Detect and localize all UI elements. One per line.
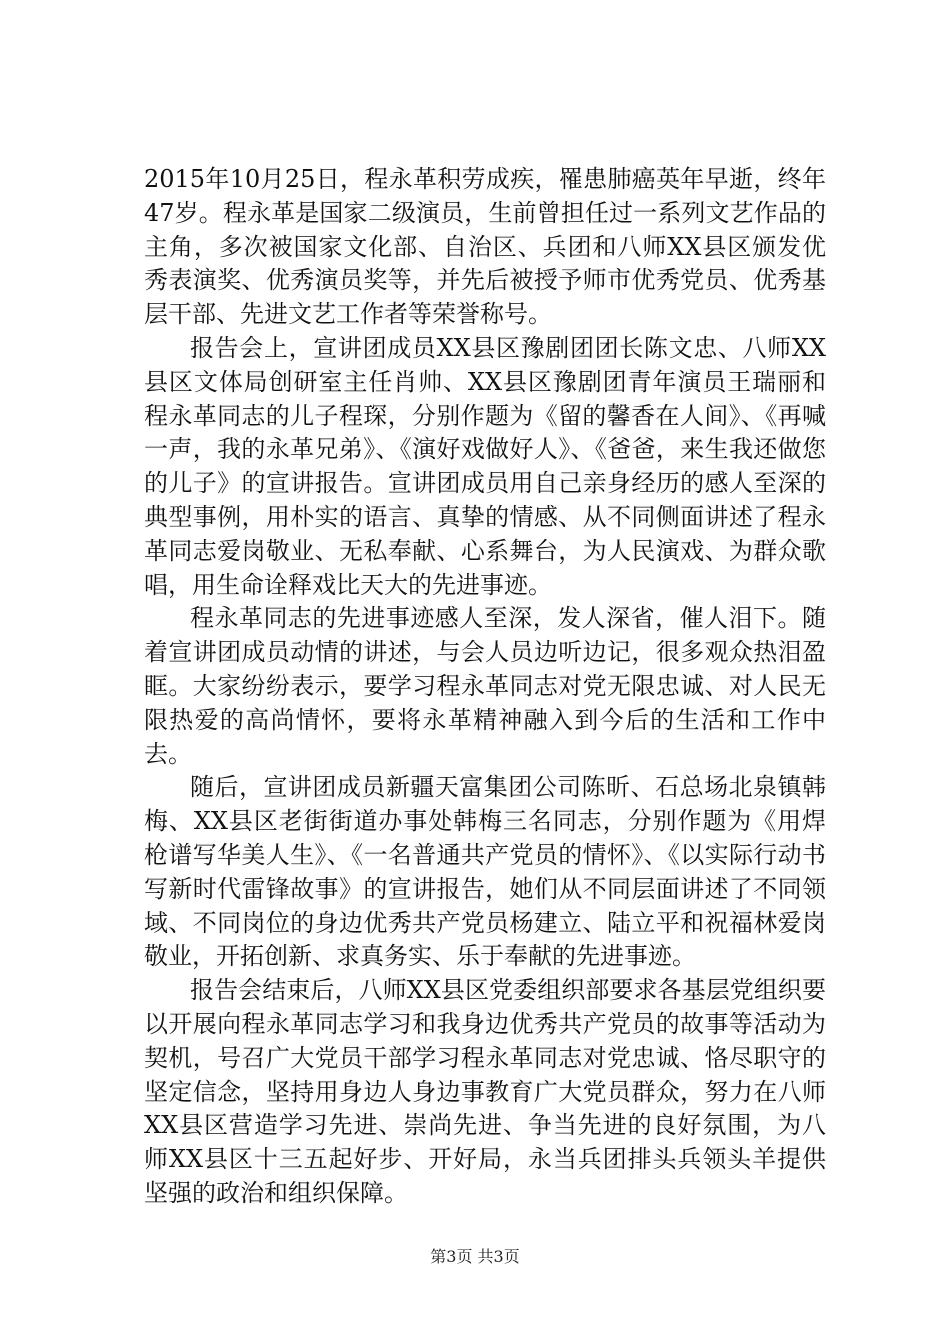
paragraph-2: 报告会上，宣讲团成员XX县区豫剧团团长陈文忠、八师XX县区文体局创研室主任肖帅、XX县区豫剧团青年演员王瑞丽和程永革同志的儿子程琛，分别作题为《留的馨香在人间》、《再喊一声，我的永革兄弟》、《演好戏做好人》、《爸爸，来生我还做您的儿子》的宣讲报告。宣讲团成员用自己亲身经历的感人至深的典型事例，用朴实的语言、真挚的情感、从不同侧面讲述了程永革同志爱岗敬业、无私奉献、心系舞台，为人民演戏、为群众歌唱，用生命诠释戏比天大的先进事迹。 (144, 333, 826, 599)
document-body (144, 163, 826, 1211)
paragraph-1: 2015年10月25日，程永革积劳成疾，罹患肺癌英年早逝，终年47岁。程永革是国家二级演员，生前曾担任过一系列文艺作品的主角，多次被国家文化部、自治区、兵团和八师XX县区颁发优秀表演奖、优秀演员奖等，并先后被授予师市优秀党员、优秀基层干部、先进文艺工作者等荣誉称号。 (144, 165, 826, 329)
page-footer: 第3页 共3页 (430, 1247, 520, 1266)
paragraph-3: 程永革同志的先进事迹感人至深，发人深省，催人泪下。随着宣讲团成员动情的讲述，与会人员边听边记，很多观众热泪盈眶。大家纷纷表示，要学习程永革同志对党无限忠诚、对人民无限热爱的高尚情怀，要将永革精神融入到今后的生活和工作中去。 (144, 604, 826, 768)
paragraph-4: 随后，宣讲团成员新疆天富集团公司陈昕、石总场北泉镇韩梅、XX县区老街街道办事处韩梅三名同志，分别作题为《用焊枪谱写华美人生》、《一名普通共产党员的情怀》、《以实际行动书写新时代雷锋故事》的宣讲报告，她们从不同层面讲述了不同领域、不同岗位的身边优秀共产党员杨建立、陆立平和祝福林爱岗敬业，开拓创新、求真务实、乐于奉献的先进事迹。 (144, 773, 826, 971)
paragraph-5: 报告会结束后，八师XX县区党委组织部要求各基层党组织要以开展向程永革同志学习和我身边优秀共产党员的故事等活动为契机，号召广大党员干部学习程永革同志对党忠诚、恪尽职守的坚定信念，坚持用身边人身边事教育广大党员群众，努力在八师XX县区营造学习先进、崇尚先进、争当先进的良好氛围，为八师XX县区十三五起好步、开好局，永当兵团排头兵领头羊提供坚强的政治和组织保障。 (144, 976, 826, 1207)
